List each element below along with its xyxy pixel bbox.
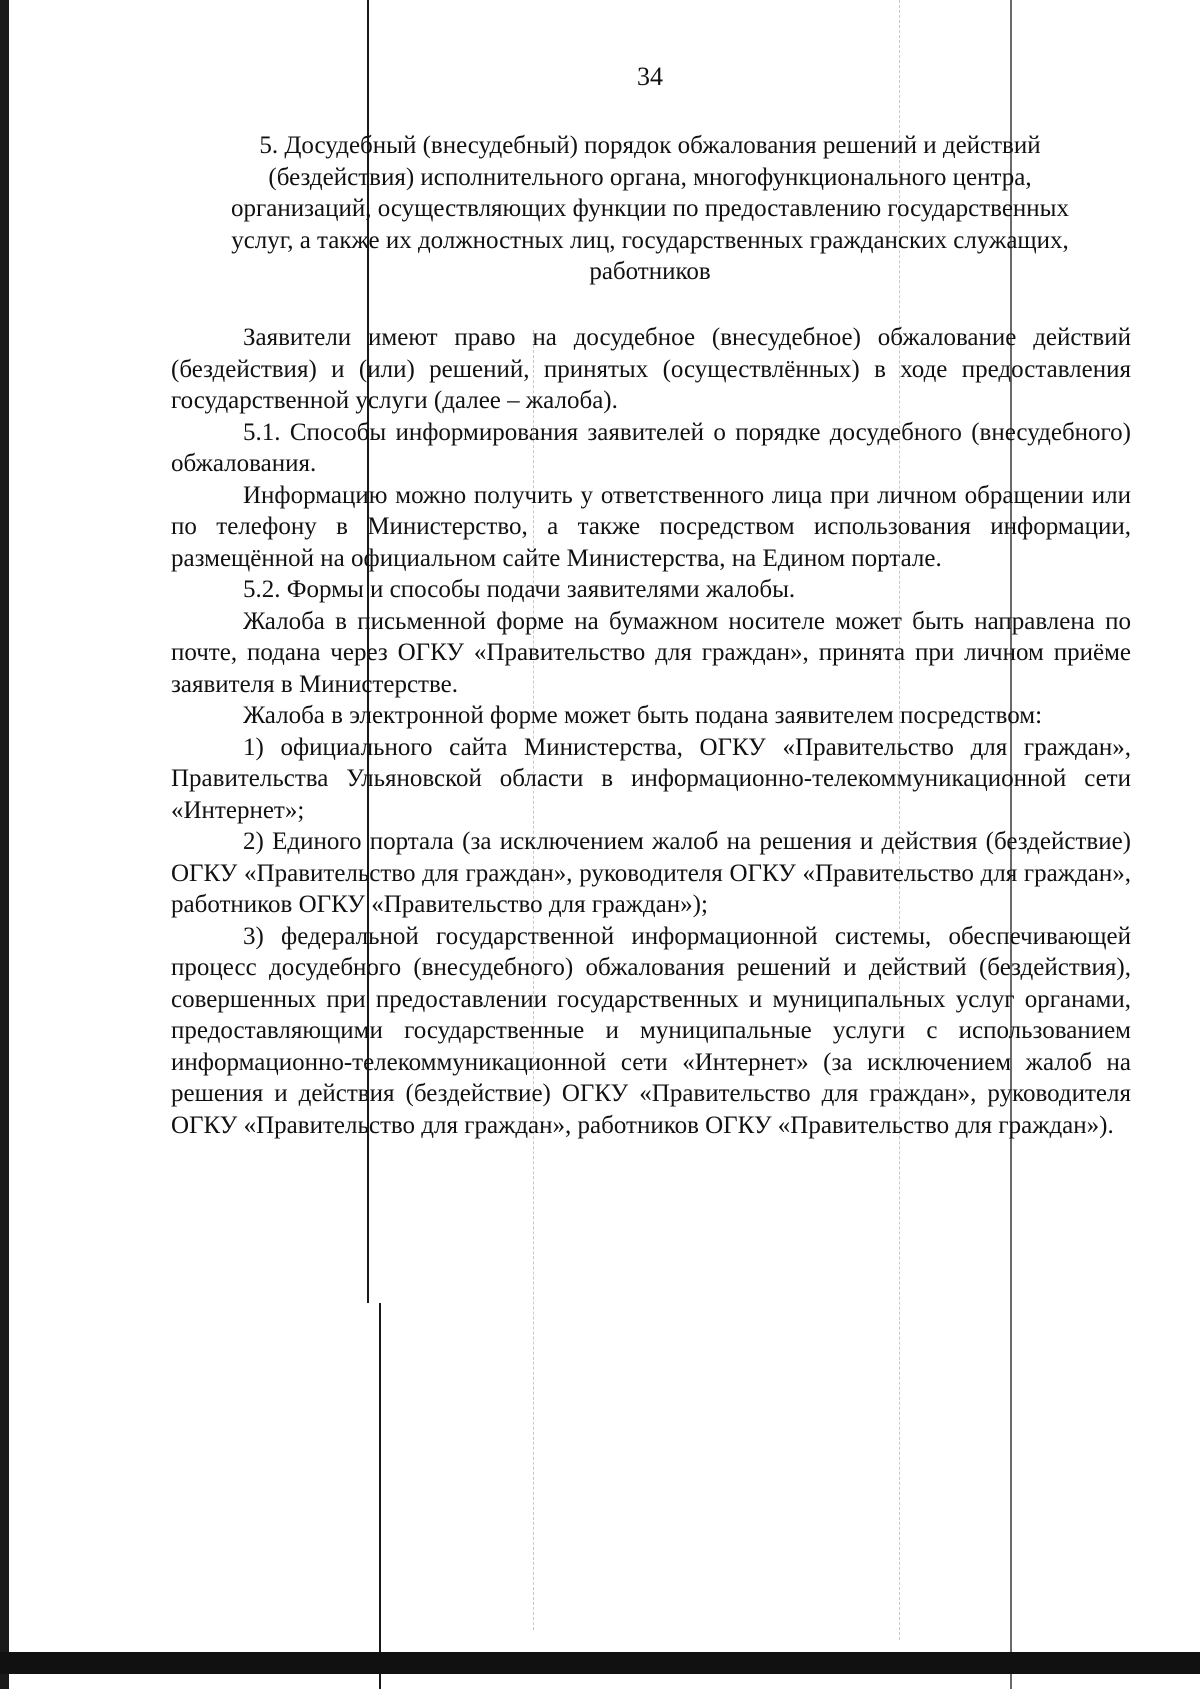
paragraph: 5.2. Формы и способы подачи заявителями жалобы. [243,576,796,603]
document-body [171,322,1131,1141]
scan-left-edge [0,0,9,1689]
paragraph: Жалоба в письменной форме на бумажном носителе может быть направлена по почте, подана через ОГКУ «Правительство для граждан», принята при личном приёме заявителя в Министерстве. [171,607,1131,698]
section-heading: 5. Досудебный (внесудебный) порядок обжалования решений и действий (бездействия) исполнительного органа, многофункционального центра, организаций, осуществляющих функции по предоставлению государственных услуг, а также их должностных лиц, государственных гражданских служащих, работников [231,132,1069,285]
paragraph: Заявители имеют право на досудебное (внесудебное) обжалование действий (бездействия) и (или) решений, принятых (осуществлённых) в ходе предоставления государственной услуги (далее – жалоба). [171,324,1131,414]
paragraph: 3) федеральной государственной информационной системы, обеспечивающей процесс досудебного (внесудебного) обжалования решений и действий (бездействия), совершенных при предоставлении государственных и муниципальных услуг органами, предоставляющими государственные и муниципальные услуги с использованием информационно-телекоммуникационной сети «Интернет» (за исключением жалоб на решения и действия (бездействие) ОГКУ «Правительство для граждан», руководителя ОГКУ «Правительство для граждан», работников ОГКУ «Правительство для граждан»). [171,922,1131,1139]
page-number: 34 [637,62,663,91]
scan-bottom-bar [0,1652,1200,1674]
scan-vertical-line-lower [379,1303,381,1689]
paragraph: 2) Единого портала (за исключением жалоб на решения и действия (бездействие) ОГКУ «Правительство для граждан», руководителя ОГКУ «Правительство для граждан», работников ОГКУ «Правительство для граждан»); [171,828,1131,918]
paragraph: Жалоба в электронной форме может быть подана заявителем посредством: [243,702,1043,729]
paragraph: 5.1. Способы информирования заявителей о порядке досудебного (внесудебного) обжалования. [171,418,1131,477]
paragraph: Информацию можно получить у ответственного лица при личном обращении или по телефону в Министерство, а также посредством использования информации, размещённой на официальном сайте Министерства, на Едином портале. [171,481,1131,572]
paragraph: 1) официального сайта Министерства, ОГКУ «Правительство для граждан», Правительства Ульяновской области в информационно-телекоммуникационной сети «Интернет»; [171,733,1131,824]
